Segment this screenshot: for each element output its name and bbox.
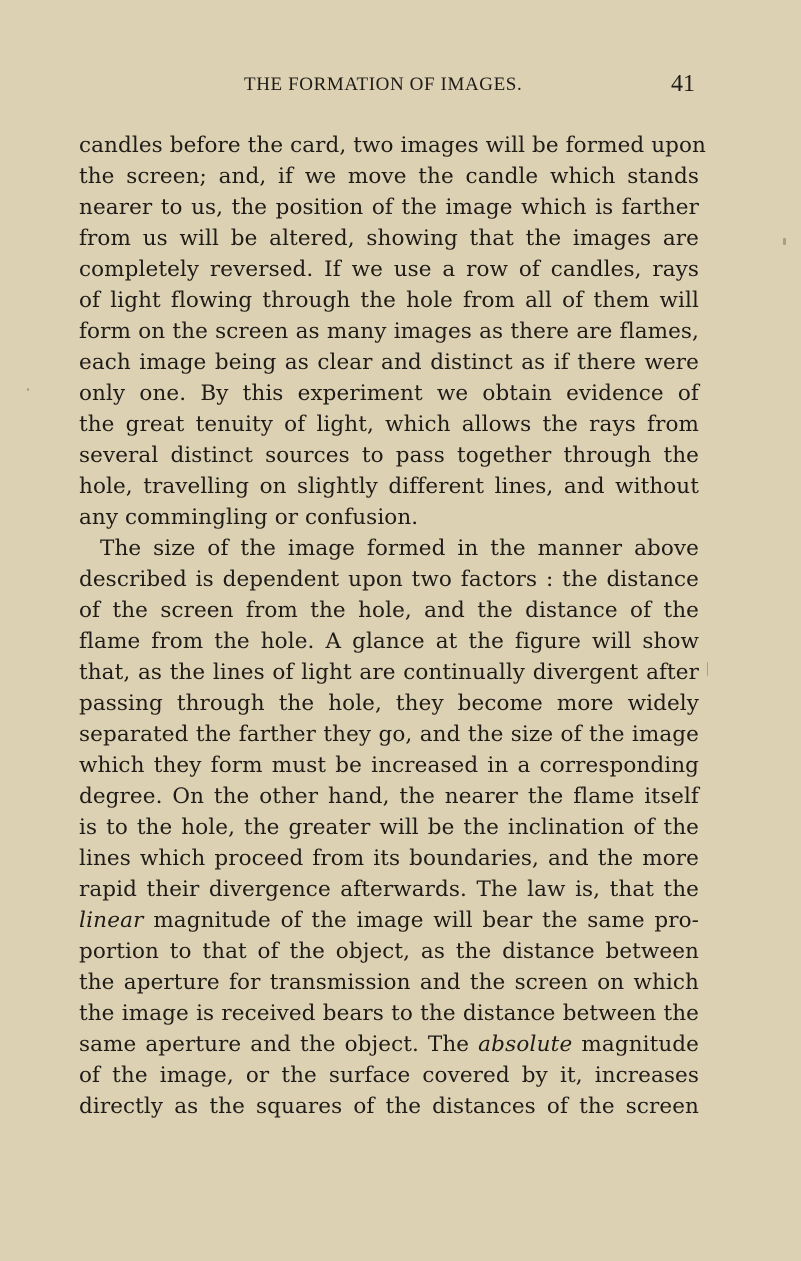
text-line: the screen; and, if we move the candle which stands: [79, 164, 699, 190]
text-line: of the screen from the hole, and the distance of the: [79, 598, 699, 624]
text-line: described is dependent upon two factors : the distance: [79, 567, 699, 593]
chapter-title: THE FORMATION OF IMAGES.: [244, 74, 523, 95]
text-line: degree. On the other hand, the nearer the flame itself: [79, 784, 699, 810]
text-line: directly as the squares of the distances of the screen: [79, 1094, 699, 1120]
text-line: several distinct sources to pass together through the: [79, 443, 699, 469]
text-line: the image is received bears to the distance between the: [79, 1001, 699, 1027]
text-line: lines which proceed from its boundaries, and the more: [79, 846, 699, 872]
text-line: from us will be altered, showing that the images are: [79, 226, 699, 252]
print-speck: [783, 238, 786, 245]
text-line: rapid their divergence afterwards. The law is, that the: [79, 877, 699, 903]
text-line: nearer to us, the position of the image which is farther: [79, 195, 699, 221]
text-line: The size of the image formed in the manner above: [100, 536, 699, 562]
text-line: the aperture for transmission and the screen on which: [79, 970, 699, 996]
page-number: 41: [671, 71, 695, 97]
text-line: which they form must be increased in a corresponding: [79, 753, 699, 779]
print-speck: [27, 388, 29, 391]
text-line: each image being as clear and distinct as if there were: [79, 350, 699, 376]
text-line: portion to that of the object, as the distance between: [79, 939, 699, 965]
italic-word: linear: [79, 908, 144, 934]
text-line: candles before the card, two images will be formed upon: [79, 133, 707, 158]
text-line: that, as the lines of light are continually divergent after: [79, 660, 699, 686]
text-line: is to the hole, the greater will be the inclination of the: [79, 815, 699, 841]
text-line: separated the farther they go, and the size of the image: [79, 722, 699, 748]
text-line: passing through the hole, they become more widely: [79, 691, 699, 717]
body-text: [79, 130, 707, 1123]
text-line: any commingling or confusion.: [79, 505, 419, 531]
italic-word: absolute: [478, 1032, 573, 1058]
text-line: completely reversed. If we use a row of candles, rays: [79, 257, 699, 283]
text-fragment: magnitude: [572, 1032, 699, 1058]
running-head: [0, 73, 801, 103]
text-fragment: magnitude of the image will bear the same pro-: [143, 908, 699, 934]
text-line: only one. By this experiment we obtain evidence of: [79, 381, 699, 407]
text-line: the great tenuity of light, which allows the rays from: [79, 412, 699, 438]
text-line: flame from the hole. A glance at the figure will show: [79, 629, 699, 655]
text-line: [79, 905, 699, 936]
text-line: form on the screen as many images as there are flames,: [79, 319, 699, 345]
print-speck: [707, 662, 708, 676]
text-fragment: same aperture and the object. The: [79, 1032, 479, 1058]
text-line: of the image, or the surface covered by it, increases: [79, 1063, 699, 1089]
text-line: [79, 1029, 699, 1060]
text-line: hole, travelling on slightly different lines, and without: [79, 474, 699, 500]
text-line: of light flowing through the hole from all of them will: [79, 288, 699, 314]
